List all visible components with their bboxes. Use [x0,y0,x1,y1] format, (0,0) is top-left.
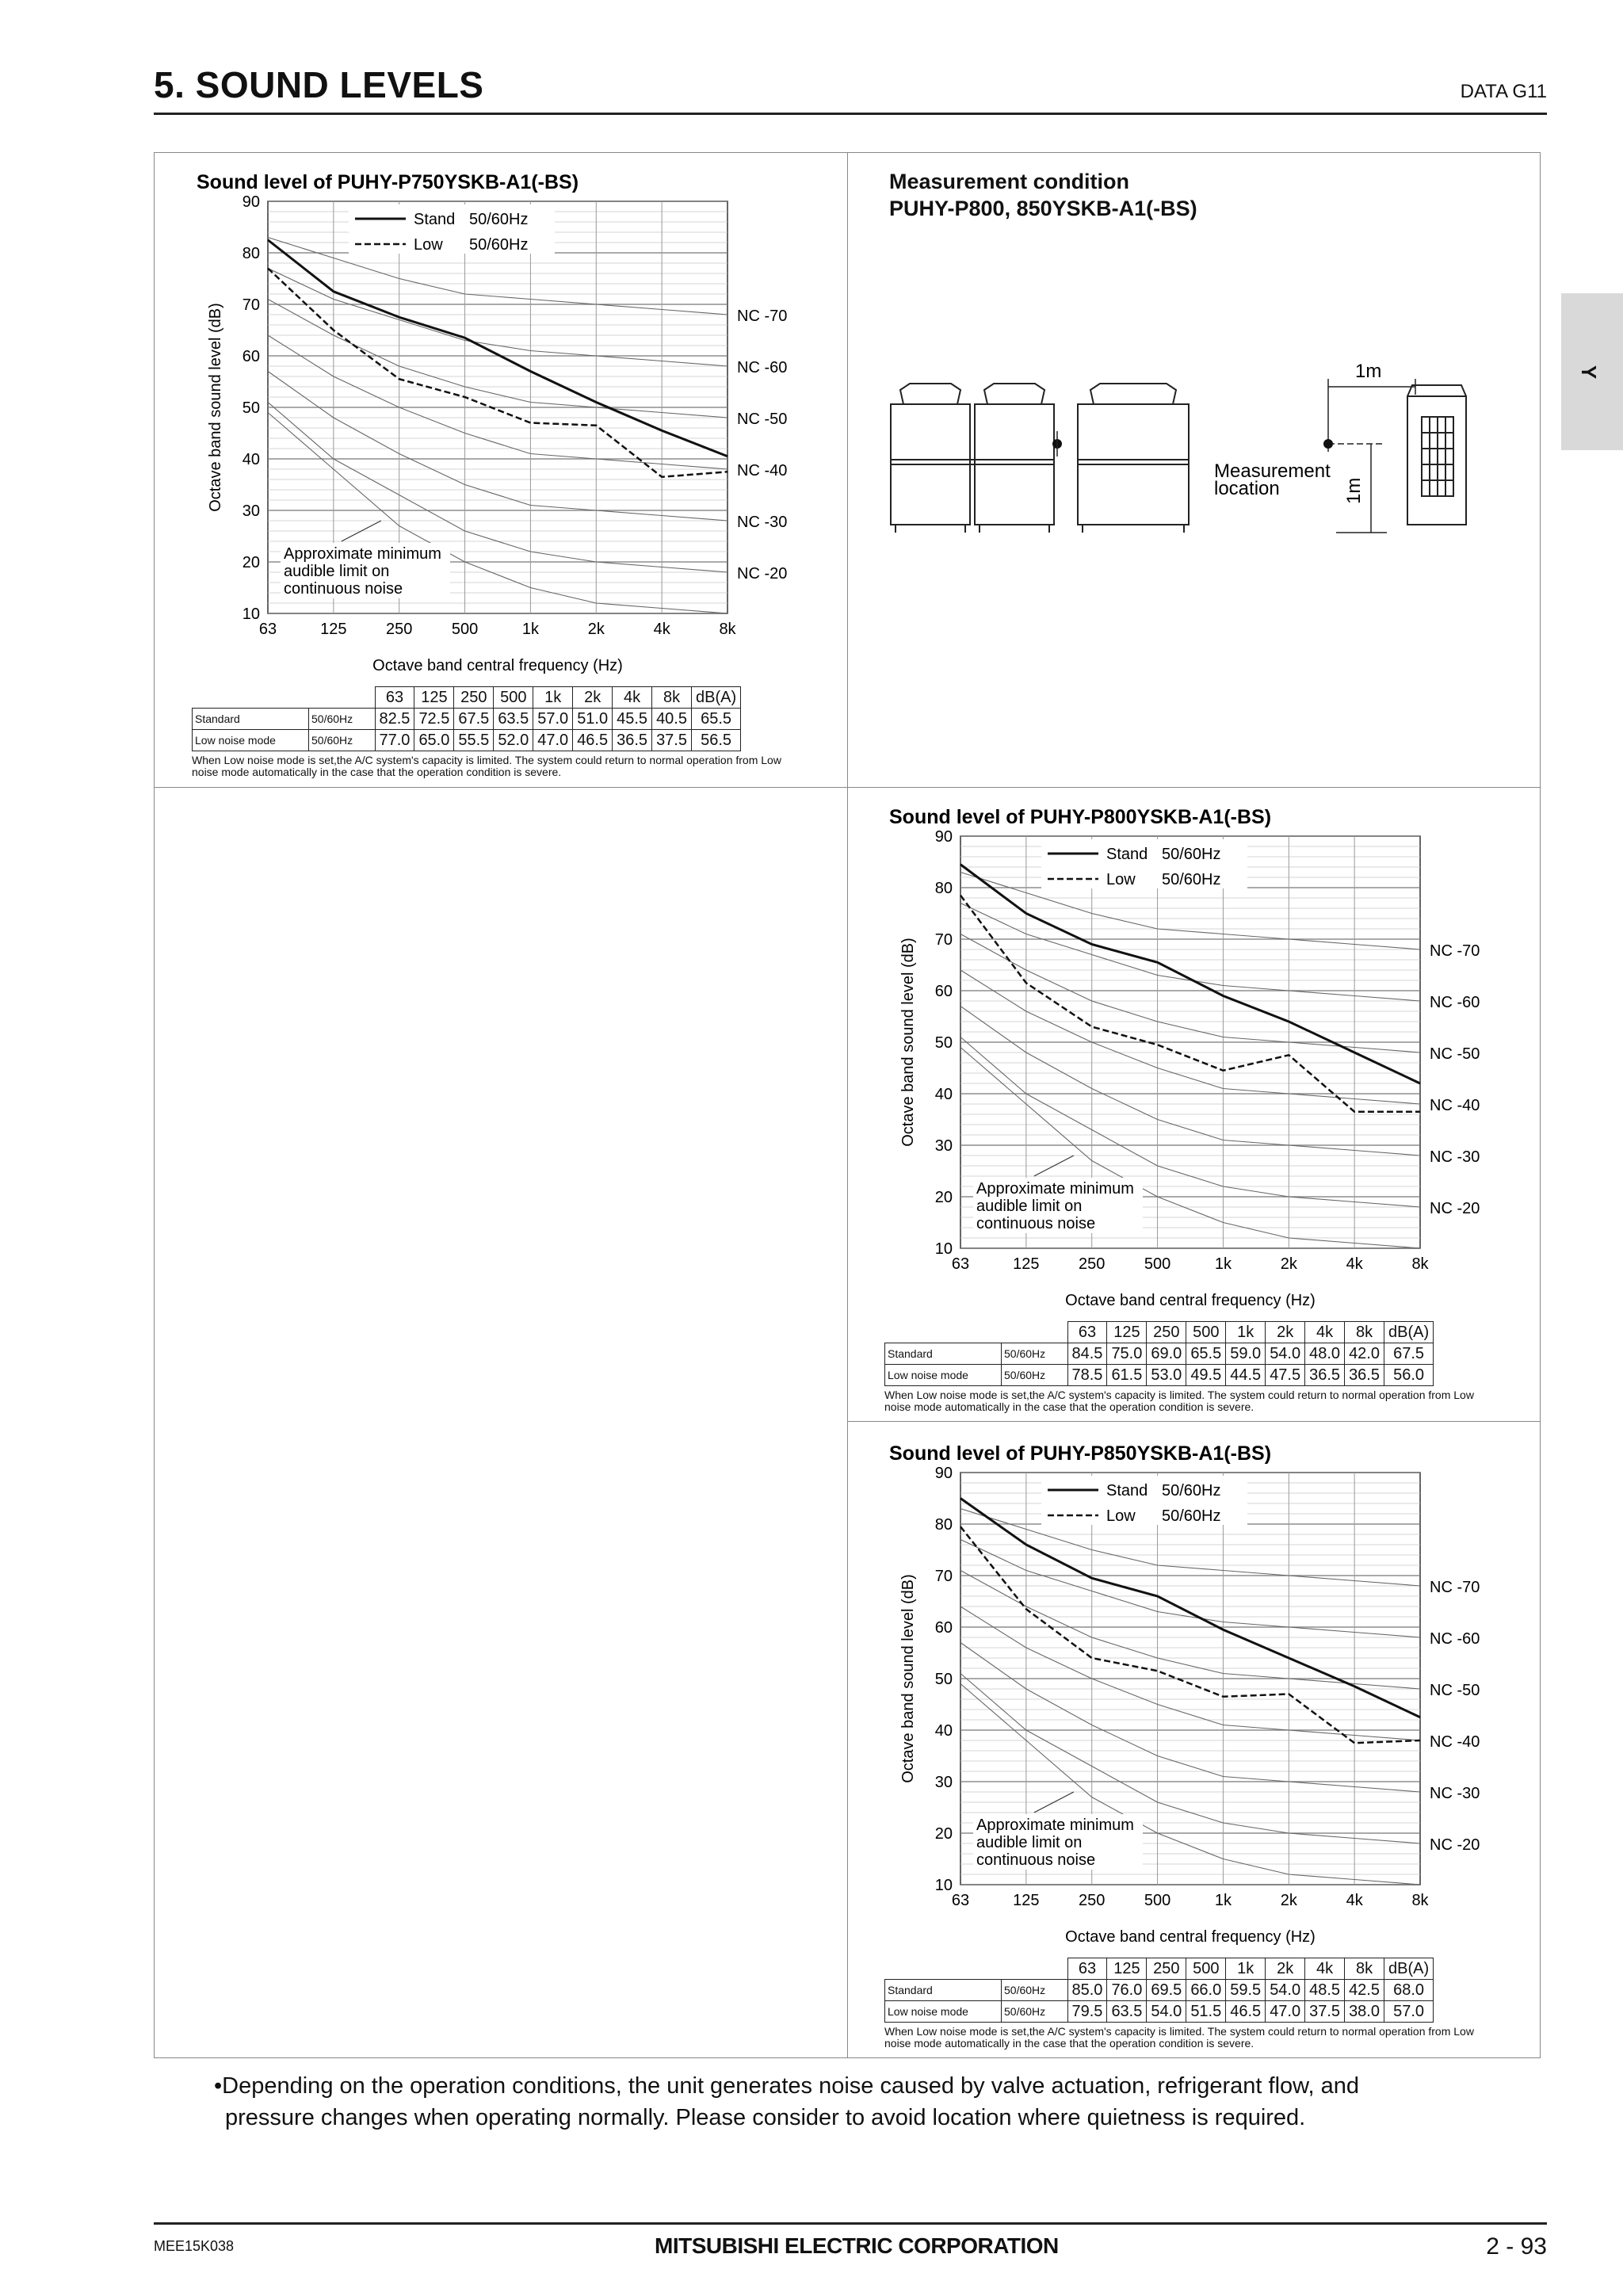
nc-curve-60 [268,269,727,367]
table-header-cell: 8k [1345,1958,1384,1980]
frame-divider-left [155,787,847,788]
x-tick-label: 250 [386,621,413,638]
y-tick-label: 60 [934,1619,953,1637]
table-value-cell: 48.5 [1305,1980,1345,2001]
x-tick-label: 250 [1079,1892,1106,1909]
table-value-cell: 42.0 [1345,1343,1384,1365]
series-low-line [960,896,1420,1112]
table-header-cell: 1k [533,687,573,709]
nc-label: NC -20 [1430,1200,1480,1217]
nc-label: NC -30 [1430,1148,1480,1166]
y-tick-label: 40 [242,451,260,468]
table-value-cell: 49.5 [1186,1365,1226,1386]
capacity-note: When Low noise mode is set,the A/C system's capacity is limited. The system could return to normal operation from Low noise mode automatically in the case that the operation condition is severe. [192,754,781,778]
table-value-cell: 57.0 [533,709,573,730]
table-value-cell: 84.5 [1067,1343,1107,1365]
y-tick-label: 60 [934,983,953,1000]
y-axis-label: Octave band sound level (dB) [899,1574,917,1783]
legend-stand-label: Stand [1106,846,1148,863]
y-tick-label: 90 [934,828,953,846]
table-row-label: Low noise mode [885,2001,1002,2023]
annotation-text: Approximate minimum [976,1817,1134,1834]
nc-curve-50 [268,300,727,418]
table-value-cell: 55.5 [454,730,494,751]
series-low-line [268,269,727,477]
nc-label: NC -70 [737,308,788,325]
table-value-cell: 72.5 [414,709,454,730]
legend-low-hz: 50/60Hz [469,236,529,254]
annotation-text: continuous noise [976,1851,1096,1869]
nc-curve-30 [960,1007,1420,1156]
x-tick-label: 2k [1280,1255,1297,1273]
table-row-hz: 50/60Hz [1002,1980,1068,2001]
table-row-label: Standard [885,1343,1002,1365]
table-value-cell: 46.5 [573,730,613,751]
table-row-hz: 50/60Hz [1002,1365,1068,1386]
x-tick-label: 500 [451,621,479,638]
y-tick-label: 90 [242,193,260,211]
x-tick-label: 63 [951,1255,970,1273]
x-tick-label: 2k [587,621,605,638]
x-tick-label: 500 [1144,1892,1171,1909]
frame-divider-right-1 [847,787,1540,788]
table-header-cell: dB(A) [1384,1322,1434,1343]
y-tick-label: 20 [934,1189,953,1206]
table-corner [885,1958,1068,1980]
capacity-note: When Low noise mode is set,the A/C system's capacity is limited. The system could return to normal operation from Low noise mode automatically in the case that the operation condition is severe. [884,2025,1474,2050]
x-tick-label: 4k [1346,1892,1363,1909]
measurement-title [889,168,1197,222]
measurement-diagram [880,349,1514,555]
nc-curve-30 [960,1643,1420,1793]
table-header-cell: 2k [573,687,613,709]
table-value-cell: 67.5 [1384,1343,1434,1365]
x-tick-label: 500 [1144,1255,1171,1273]
x-axis-label: Octave band central frequency (Hz) [1065,1928,1316,1946]
measurement-title-line1: Measurement condition [889,170,1130,193]
table-value-cell: 68.0 [1384,1980,1434,2001]
table-header-cell: 125 [1107,1322,1147,1343]
table-value-cell: 77.0 [375,730,414,751]
x-tick-label: 8k [1411,1892,1429,1909]
operation-note [214,2070,1359,2134]
table-value-cell: 67.5 [454,709,494,730]
table-header-cell: dB(A) [1384,1958,1434,1980]
table-row-label: Standard [193,709,309,730]
table-header-cell: 125 [414,687,454,709]
x-tick-label: 4k [653,621,670,638]
nc-curve-40 [960,1606,1420,1740]
x-tick-label: 125 [1013,1892,1040,1909]
x-tick-label: 250 [1079,1255,1106,1273]
annotation-text: audible limit on [976,1834,1083,1851]
table-row-hz: 50/60Hz [309,730,376,751]
y-axis-label: Octave band sound level (dB) [899,938,917,1147]
nc-label: NC -20 [1430,1836,1480,1854]
nc-label: NC -20 [737,565,788,583]
nc-label: NC -70 [1430,1579,1480,1596]
table-header-cell: 500 [494,687,533,709]
y-tick-label: 10 [242,606,260,623]
measurement-location-line2: location [1214,478,1280,499]
table-value-cell: 78.5 [1067,1365,1107,1386]
table-header-cell: 250 [454,687,494,709]
table-header-cell: 1k [1226,1958,1266,1980]
data-table-3 [884,1958,1434,2023]
y-tick-label: 50 [934,1034,953,1052]
table-value-cell: 47.0 [533,730,573,751]
annotation-text: Approximate minimum [976,1180,1134,1198]
distance-vertical-label: 1m [1343,477,1365,504]
legend-stand-label: Stand [414,211,456,228]
table-value-cell: 57.0 [1384,2001,1434,2023]
nc-curve-30 [268,372,727,521]
chart-title: Sound level of PUHY-P750YSKB-A1(-BS) [197,171,579,193]
table-value-cell: 63.5 [1107,2001,1147,2023]
table-header-cell: 250 [1147,1322,1186,1343]
nc-label: NC -60 [1430,1630,1480,1648]
y-tick-label: 30 [934,1137,953,1155]
footer-divider [154,2222,1547,2225]
table-header-cell: 1k [1226,1322,1266,1343]
annotation-text: continuous noise [976,1215,1096,1232]
table-value-cell: 44.5 [1226,1365,1266,1386]
table-header-cell: 8k [1345,1322,1384,1343]
nc-curve-50 [960,1571,1420,1690]
table-value-cell: 54.0 [1266,1980,1305,2001]
annotation-text: audible limit on [976,1198,1083,1215]
legend-stand-hz: 50/60Hz [1162,846,1221,863]
capacity-note: When Low noise mode is set,the A/C system's capacity is limited. The system could return to normal operation from Low noise mode automatically in the case that the operation condition is severe. [884,1389,1474,1413]
nc-curve-60 [960,904,1420,1002]
table-value-cell: 59.5 [1226,1980,1266,2001]
y-tick-label: 10 [934,1877,953,1894]
chart-2 [889,804,1539,1312]
x-tick-label: 8k [1411,1255,1429,1273]
table-row-hz: 50/60Hz [1002,1343,1068,1365]
page-number: 2 - 93 [1486,2233,1547,2260]
series-low-line [960,1526,1420,1743]
table-header-cell: 63 [375,687,414,709]
table-value-cell: 61.5 [1107,1365,1147,1386]
measurement-location-line1: Measurement [1214,460,1331,482]
table-corner [193,687,376,709]
nc-label: NC -30 [1430,1785,1480,1802]
table-header-cell: 2k [1266,1322,1305,1343]
table-header-cell: 500 [1186,1958,1226,1980]
y-tick-label: 60 [242,348,260,365]
table-header-cell: 4k [1305,1958,1345,1980]
footer-doc-code: MEE15K038 [154,2238,235,2254]
x-tick-label: 4k [1346,1255,1363,1273]
series-stand-line [268,240,727,457]
table-value-cell: 51.0 [573,709,613,730]
x-axis-label: Octave band central frequency (Hz) [372,657,623,674]
legend-low-label: Low [1106,1507,1136,1525]
frame-divider-vertical [847,153,848,2057]
chart-title: Sound level of PUHY-P800YSKB-A1(-BS) [889,806,1272,828]
table-value-cell: 40.5 [652,709,692,730]
nc-label: NC -40 [1430,1733,1480,1751]
distance-horizontal-label: 1m [1355,361,1382,382]
table-value-cell: 85.0 [1067,1980,1107,2001]
nc-label: NC -50 [1430,1682,1480,1699]
x-tick-label: 8k [719,621,736,638]
y-tick-label: 30 [242,502,260,520]
table-value-cell: 38.0 [1345,2001,1384,2023]
table-value-cell: 37.5 [652,730,692,751]
nc-label: NC -50 [737,411,788,428]
table-row-hz: 50/60Hz [309,709,376,730]
chart-title: Sound level of PUHY-P850YSKB-A1(-BS) [889,1442,1272,1465]
y-tick-label: 70 [934,1568,953,1585]
table-value-cell: 76.0 [1107,1980,1147,2001]
table-row-hz: 50/60Hz [1002,2001,1068,2023]
y-tick-label: 50 [934,1671,953,1688]
x-tick-label: 125 [1013,1255,1040,1273]
x-tick-label: 1k [1214,1892,1232,1909]
x-tick-label: 2k [1280,1892,1297,1909]
table-corner [885,1322,1068,1343]
legend-stand-hz: 50/60Hz [1162,1482,1221,1499]
table-value-cell: 79.5 [1067,2001,1107,2023]
table-value-cell: 65.0 [414,730,454,751]
table-header-cell: 4k [613,687,652,709]
table-value-cell: 37.5 [1305,2001,1345,2023]
table-value-cell: 36.5 [1305,1365,1345,1386]
legend-stand-label: Stand [1106,1482,1148,1499]
table-header-cell: 63 [1067,1322,1107,1343]
doc-code: DATA G11 [1460,81,1547,102]
table-value-cell: 36.5 [1345,1365,1384,1386]
x-tick-label: 63 [951,1892,970,1909]
y-tick-label: 30 [934,1774,953,1791]
note-line1: Depending on the operation conditions, the unit generates noise caused by valve actuation, refrigerant flow, and [222,2073,1360,2099]
measurement-point [1323,439,1333,449]
y-tick-label: 80 [934,880,953,897]
table-header-cell: 2k [1266,1958,1305,1980]
table-value-cell: 59.0 [1226,1343,1266,1365]
data-table-2 [884,1321,1434,1386]
table-value-cell: 54.0 [1147,2001,1186,2023]
table-value-cell: 56.5 [692,730,741,751]
table-header-cell: 250 [1147,1958,1186,1980]
table-value-cell: 45.5 [613,709,652,730]
nc-curve-50 [960,934,1420,1053]
table-value-cell: 48.0 [1305,1343,1345,1365]
nc-label: NC -50 [1430,1045,1480,1063]
table-header-cell: 500 [1186,1322,1226,1343]
table-value-cell: 65.5 [1186,1343,1226,1365]
y-tick-label: 90 [934,1465,953,1482]
y-tick-label: 80 [934,1516,953,1534]
table-value-cell: 75.0 [1107,1343,1147,1365]
frame-divider-right-2 [847,1421,1540,1422]
nc-label: NC -60 [737,359,788,376]
nc-label: NC -40 [1430,1097,1480,1114]
side-tab-label: Y [1577,365,1602,380]
y-tick-label: 50 [242,399,260,417]
data-table-1 [192,686,741,751]
y-tick-label: 80 [242,245,260,262]
annotation-text: audible limit on [284,563,390,580]
y-tick-label: 40 [934,1722,953,1740]
x-tick-label: 1k [521,621,539,638]
table-header-cell: 63 [1067,1958,1107,1980]
nc-label: NC -70 [1430,942,1480,960]
legend-stand-hz: 50/60Hz [469,211,529,228]
series-stand-line [960,865,1420,1083]
table-value-cell: 51.5 [1186,2001,1226,2023]
x-tick-label: 125 [320,621,347,638]
table-value-cell: 63.5 [494,709,533,730]
legend-low-label: Low [1106,871,1136,888]
table-value-cell: 82.5 [375,709,414,730]
table-value-cell: 47.5 [1266,1365,1305,1386]
table-value-cell: 65.5 [692,709,741,730]
table-header-cell: 125 [1107,1958,1147,1980]
y-tick-label: 10 [934,1240,953,1258]
table-row-label: Low noise mode [193,730,309,751]
y-tick-label: 20 [242,554,260,571]
table-value-cell: 56.0 [1384,1365,1434,1386]
x-axis-label: Octave band central frequency (Hz) [1065,1292,1316,1309]
table-value-cell: 46.5 [1226,2001,1266,2023]
page-title: 5. SOUND LEVELS [154,64,484,105]
table-value-cell: 69.5 [1147,1980,1186,2001]
table-value-cell: 36.5 [613,730,652,751]
nc-curve-60 [960,1540,1420,1638]
measurement-title-line2: PUHY-P800, 850YSKB-A1(-BS) [889,197,1197,220]
table-row-label: Low noise mode [885,1365,1002,1386]
y-tick-label: 40 [934,1086,953,1103]
annotation-text: Approximate minimum [284,545,441,563]
y-tick-label: 70 [242,296,260,314]
annotation-text: continuous noise [284,580,403,598]
table-value-cell: 53.0 [1147,1365,1186,1386]
nc-label: NC -40 [737,462,788,479]
x-tick-label: 1k [1214,1255,1232,1273]
x-tick-label: 63 [258,621,277,638]
table-value-cell: 42.5 [1345,1980,1384,2001]
table-header-cell: 8k [652,687,692,709]
nc-curve-40 [960,970,1420,1104]
table-value-cell: 69.0 [1147,1343,1186,1365]
table-value-cell: 47.0 [1266,2001,1305,2023]
side-index-tab[interactable] [1561,293,1623,450]
table-value-cell: 54.0 [1266,1343,1305,1365]
legend-low-hz: 50/60Hz [1162,871,1221,888]
chart-1 [197,170,846,677]
header-divider [154,113,1547,115]
footer-corporation: MITSUBISHI ELECTRIC CORPORATION [655,2233,1059,2258]
table-row-label: Standard [885,1980,1002,2001]
note-line2: pressure changes when operating normally. Please consider to avoid location where quietness is required. [225,2105,1306,2130]
y-axis-label: Octave band sound level (dB) [207,303,224,512]
note-bullet: • [214,2073,223,2099]
table-header-cell: 4k [1305,1322,1345,1343]
nc-label: NC -60 [1430,994,1480,1011]
legend-low-hz: 50/60Hz [1162,1507,1221,1525]
nc-label: NC -30 [737,514,788,531]
chart-3 [889,1441,1539,1948]
y-tick-label: 20 [934,1825,953,1843]
table-header-cell: dB(A) [692,687,741,709]
table-value-cell: 52.0 [494,730,533,751]
table-value-cell: 66.0 [1186,1980,1226,2001]
y-tick-label: 70 [934,931,953,949]
legend-low-label: Low [414,236,443,254]
